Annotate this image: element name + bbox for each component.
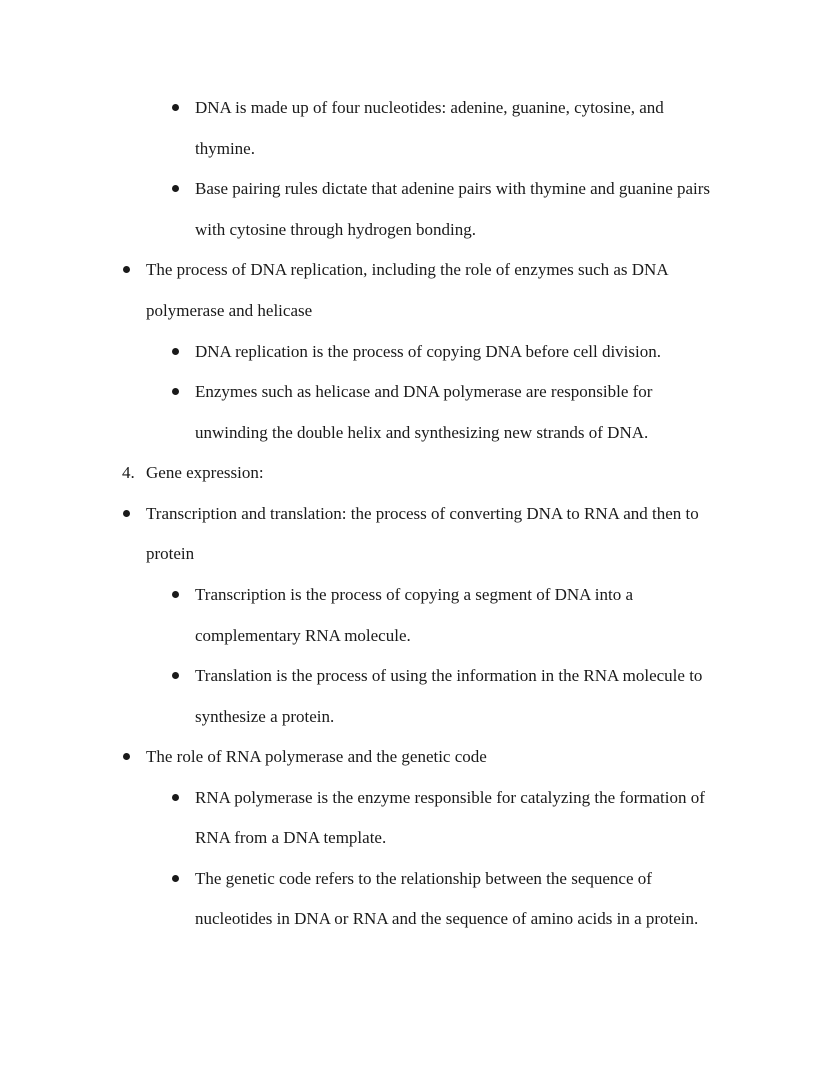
bullet-icon	[172, 875, 179, 882]
list-item-text: DNA replication is the process of copying DNA before cell division.	[195, 342, 661, 361]
list-item-text: polymerase and helicase	[146, 301, 313, 320]
list-item-text: The role of RNA polymerase and the genetic code	[146, 747, 487, 766]
list-item-text: complementary RNA molecule.	[195, 626, 411, 645]
list-item-text: nucleotides in DNA or RNA and the sequence of amino acids in a protein.	[195, 909, 699, 928]
list-item-text: Transcription and translation: the process of converting DNA to RNA and then to	[146, 504, 699, 523]
bullet-icon	[172, 348, 179, 355]
list-item-text: with cytosine through hydrogen bonding.	[195, 220, 476, 239]
list-item-text: Translation is the process of using the information in the RNA molecule to	[195, 666, 703, 685]
bullet-icon	[172, 672, 179, 679]
bullet-icon	[123, 753, 130, 760]
list-item-text: thymine.	[195, 139, 255, 158]
bullet-icon	[123, 266, 130, 273]
list-item-text: Base pairing rules dictate that adenine pairs with thymine and guanine pairs	[195, 179, 711, 198]
list-item-text: Enzymes such as helicase and DNA polymerase are responsible for	[195, 382, 653, 401]
bullet-icon	[172, 388, 179, 395]
list-item-text: The genetic code refers to the relationship between the sequence of	[195, 869, 652, 888]
bullet-icon	[172, 185, 179, 192]
bullet-icon	[172, 104, 179, 111]
bullet-icon	[172, 794, 179, 801]
list-item-text: Transcription is the process of copying a segment of DNA into a	[195, 585, 633, 604]
section-heading: Gene expression:	[146, 463, 264, 482]
list-item-text: RNA polymerase is the enzyme responsible for catalyzing the formation of	[195, 788, 705, 807]
list-item-text: protein	[146, 544, 195, 563]
bullet-icon	[172, 591, 179, 598]
list-item-text: unwinding the double helix and synthesizing new strands of DNA.	[195, 423, 649, 442]
list-number: 4.	[122, 463, 135, 482]
bullet-icon	[123, 510, 130, 517]
list-item-text: synthesize a protein.	[195, 707, 335, 726]
list-item-text: DNA is made up of four nucleotides: adenine, guanine, cytosine, and	[195, 98, 664, 117]
list-item-text: The process of DNA replication, including the role of enzymes such as DNA	[146, 260, 669, 279]
list-item-text: RNA from a DNA template.	[195, 828, 387, 847]
